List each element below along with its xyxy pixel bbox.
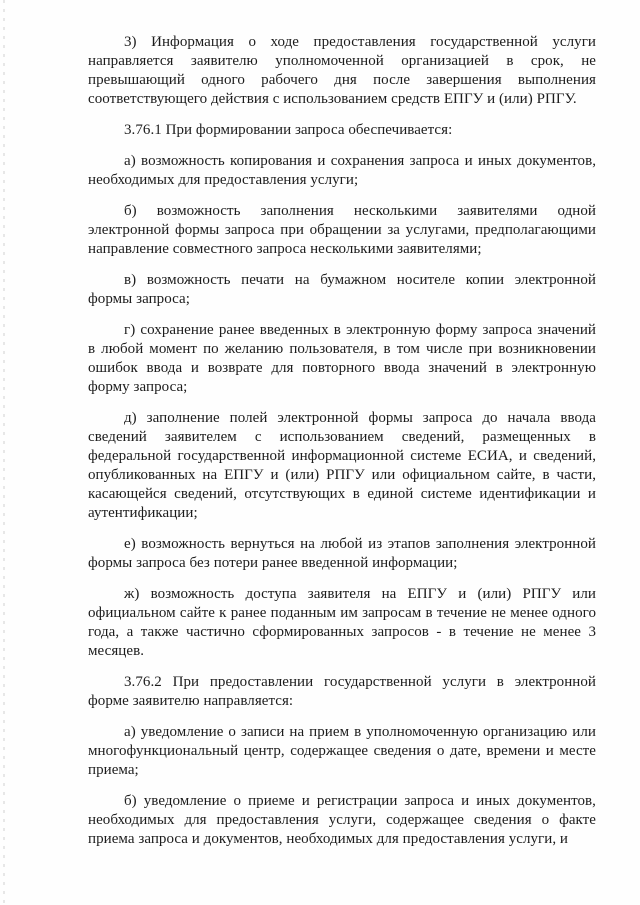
paragraph-info-progress: 3) Информация о ходе предоставления государственной услуги направляется заявителю уполномоченной организацией в срок, не превышающий одного рабочего дня после завершения выполнения соответствующего действия с использованием средств ЕПГУ и (или) РПГУ. [88,34,596,107]
scan-edge-mark [3,0,5,905]
paragraph-item-a-copying: а) возможность копирования и сохранения запроса и иных документов, необходимых для предоставления услуги; [88,153,596,188]
document-body [88,33,596,861]
paragraph-item-v-printing: в) возможность печати на бумажном носителе копии электронной формы запроса; [88,272,596,307]
paragraph-item-b-registration: б) уведомление о приеме и регистрации запроса и иных документов, необходимых для предоставления услуги, содержащее сведения о факте приема запроса и документов, необходимых для предоставления услуги, и [88,793,596,847]
paragraph-3-76-2-heading: 3.76.2 При предоставлении государственной услуги в электронной форме заявителю направляется: [88,674,596,709]
paragraph-item-b-joint-filling: б) возможность заполнения несколькими заявителями одной электронной формы запроса при обращении за услугами, предполагающими направление совместного запроса несколькими заявителями; [88,203,596,257]
paragraph-item-zh-access: ж) возможность доступа заявителя на ЕПГУ и (или) РПГУ или официальном сайте к ранее поданным им запросам в течение не менее одного года, а также частично сформированных запросов - в течение не менее 3 месяцев. [88,586,596,659]
paragraph-item-d-prefill: д) заполнение полей электронной формы запроса до начала ввода сведений заявителем с использованием сведений, размещенных в федеральной государственной информационной системе ЕСИА, и сведений, опубликованных на ЕПГУ и (или) РПГУ или официальном сайте, в части, касающейся сведений, отсутствующих в единой системе идентификации и аутентификации; [88,410,596,521]
paragraph-item-g-saving: г) сохранение ранее введенных в электронную форму запроса значений в любой момент по желанию пользователя, в том числе при возникновении ошибок ввода и возврате для повторного ввода значений в электронную форму запроса; [88,322,596,395]
paragraph-item-e-return: е) возможность вернуться на любой из этапов заполнения электронной формы запроса без потери ранее введенной информации; [88,536,596,571]
paragraph-item-a-appointment: а) уведомление о записи на прием в уполномоченную организацию или многофункциональный центр, содержащее сведения о дате, времени и месте приема; [88,724,596,778]
paragraph-3-76-1-heading: 3.76.1 При формировании запроса обеспечивается: [124,122,453,138]
